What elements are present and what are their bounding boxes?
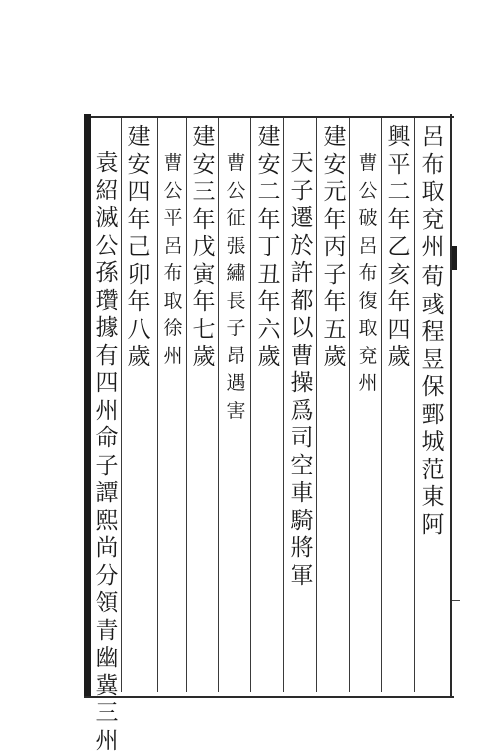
text-column-3: 曹公破呂布復取兗州 — [358, 152, 378, 394]
text-column-6: 建安二年丁丑年六歲 — [257, 124, 281, 370]
margin-tick — [452, 600, 460, 601]
text-column-7: 曹公征張繡長子昂遇害 — [226, 152, 246, 422]
text-column-11: 袁紹滅公孫瓚據有四州命子譚熙尚分領青幽冀三州 — [95, 150, 119, 754]
column-rule — [414, 118, 415, 692]
text-column-9: 曹公平呂布取徐州 — [163, 152, 183, 367]
text-column-5: 天子遷於許都以曹操爲司空車騎將軍 — [290, 150, 314, 589]
frame-right-edge — [450, 114, 452, 696]
text-column-10: 建安四年己卯年八歲 — [127, 124, 151, 370]
text-column-4: 建安元年丙子年五歲 — [323, 124, 347, 370]
text-column-1: 呂布取兗州 — [421, 124, 445, 260]
frame-left-edge — [84, 114, 91, 696]
text-column-1-continued: 荀彧程昱保鄄城范東阿 — [421, 264, 445, 538]
page-tab-mark — [452, 246, 457, 270]
text-column-8: 建安三年戊寅年七歲 — [192, 124, 216, 370]
text-column-2: 興平二年乙亥年四歲 — [387, 124, 411, 370]
